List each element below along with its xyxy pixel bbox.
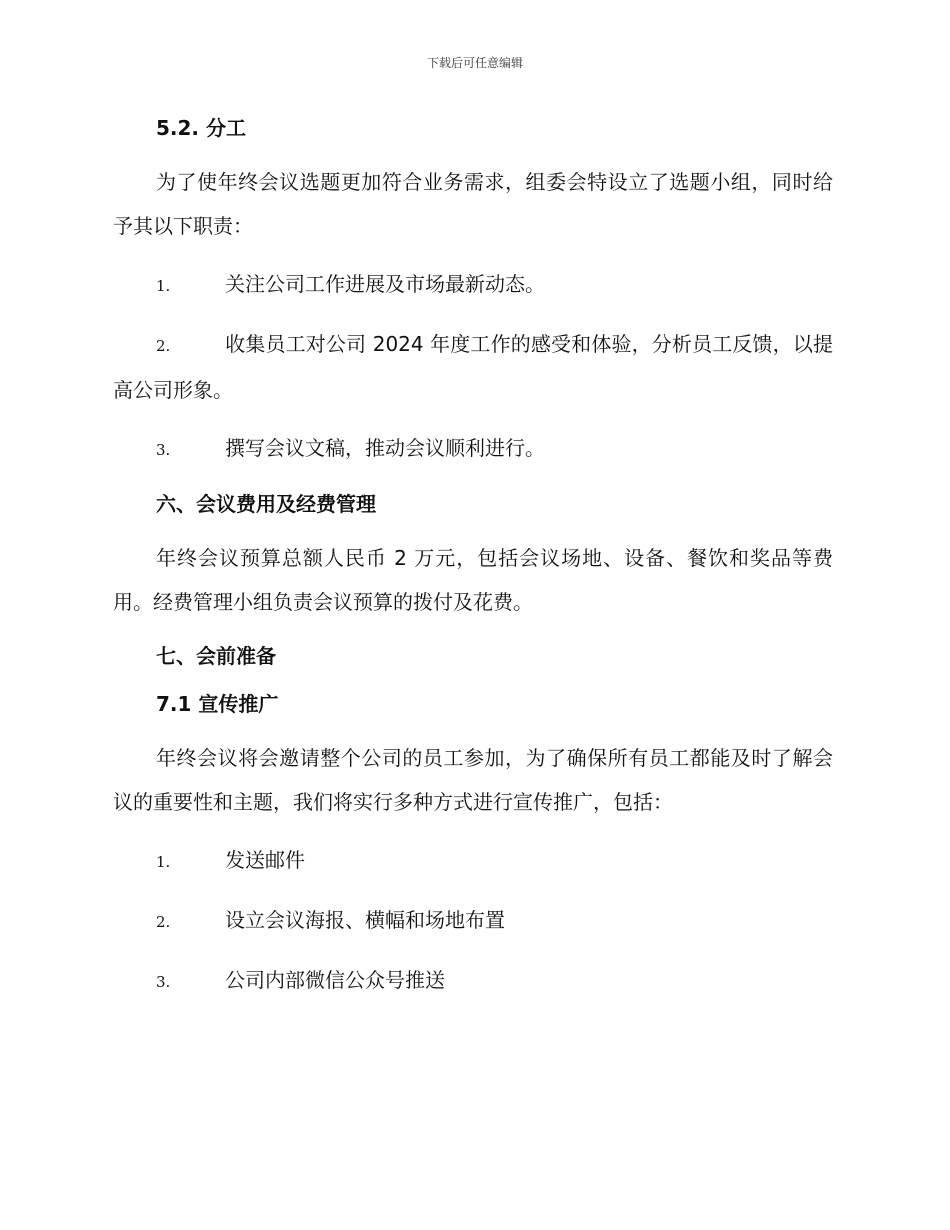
list-item [113, 322, 833, 412]
section-6-body: 年终会议预算总额人民币 2 万元，包括会议场地、设备、餐饮和奖品等费用。经费管理小组负责会议预算的拨付及花费。 [113, 546, 833, 614]
list-item [113, 426, 833, 472]
list-number: 3. [156, 441, 171, 459]
section-5-2-intro: 为了使年终会议选题更加符合业务需求，组委会特设立了选题小组，同时给予其以下职责： [113, 170, 833, 238]
list-text: 撰写会议文稿，推动会议顺利进行。 [225, 436, 545, 460]
list-item [113, 898, 833, 944]
list-number: 3. [156, 973, 171, 991]
header-note: 下载后可任意编辑 [426, 56, 523, 70]
list-text: 设立会议海报、横幅和场地布置 [225, 908, 505, 932]
list-item [113, 262, 833, 308]
list-number: 2. [156, 913, 171, 931]
section-7-1-intro: 年终会议将会邀请整个公司的员工参加，为了确保所有员工都能及时了解会议的重要性和主题，我们将实行多种方式进行宣传推广，包括： [113, 746, 833, 814]
list-text: 公司内部微信公众号推送 [225, 968, 445, 992]
list-text: 关注公司工作进展及市场最新动态。 [225, 272, 545, 296]
section-heading-7-1: 7.1 宣传推广 [156, 692, 279, 716]
list-number: 1. [156, 853, 171, 871]
list-item [113, 838, 833, 884]
section-heading-5-2: 5.2. 分工 [156, 116, 246, 140]
document-content [113, 112, 833, 1004]
list-text: 收集员工对公司 2024 年度工作的感受和体验，分析员工反馈，以提高公司形象。 [113, 332, 833, 402]
list-number: 2. [156, 337, 171, 355]
list-number: 1. [156, 277, 171, 295]
section-heading-6: 六、会议费用及经费管理 [156, 492, 376, 516]
list-item [113, 958, 833, 1004]
list-text: 发送邮件 [225, 848, 305, 872]
section-heading-7: 七、会前准备 [156, 644, 276, 668]
